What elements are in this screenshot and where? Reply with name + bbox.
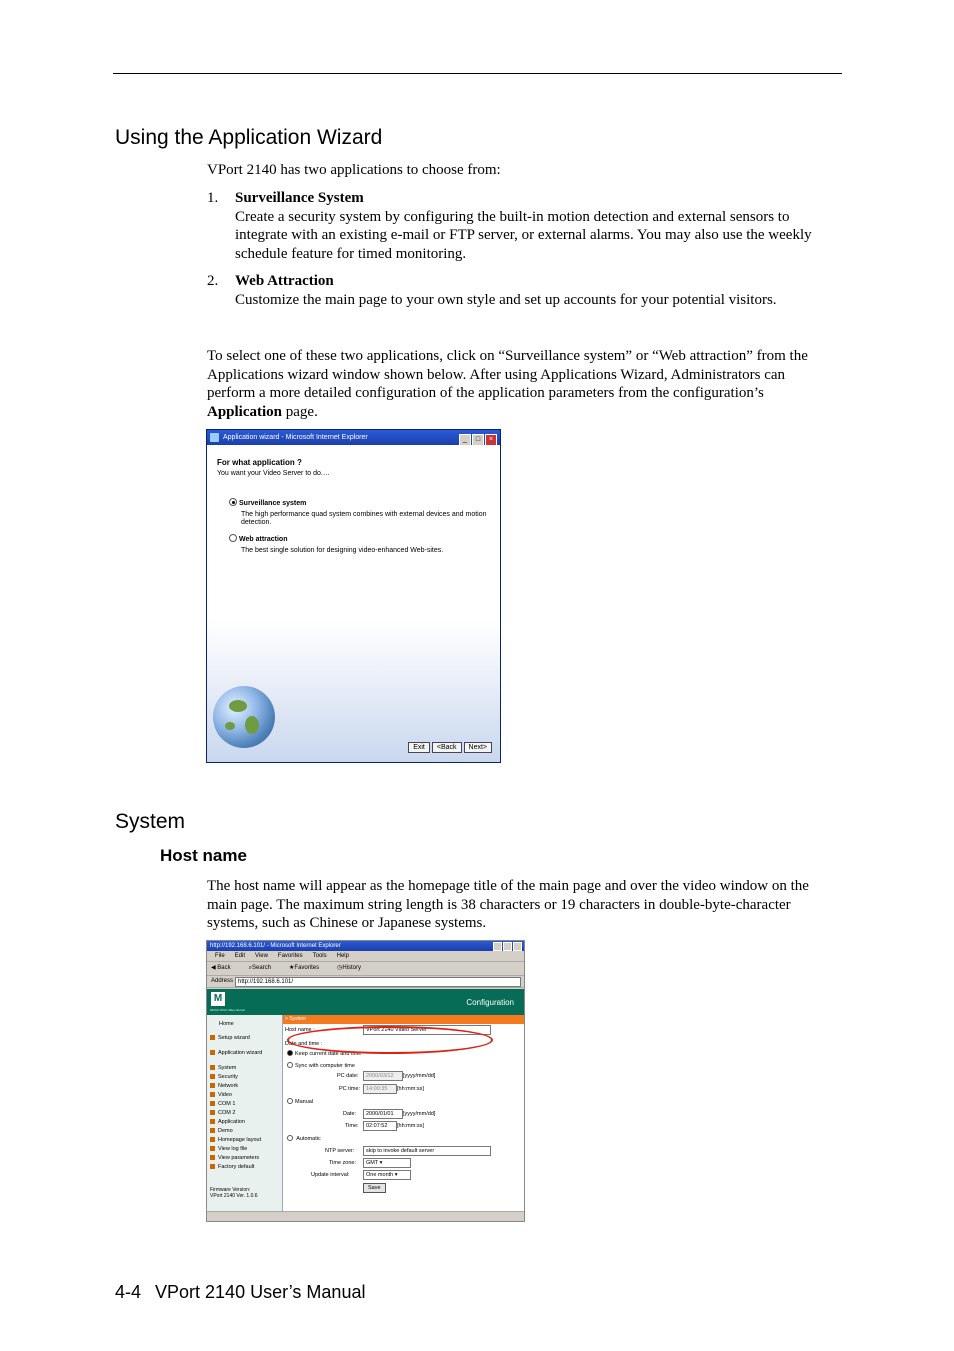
pc-date-label: PC date:: [337, 1073, 359, 1079]
sidebar-label: Network: [218, 1083, 239, 1089]
option-manual[interactable]: [287, 1098, 313, 1105]
favorites-button[interactable]: ★Favorites: [289, 965, 320, 971]
sidebar-label: COM 1: [218, 1101, 236, 1107]
wizard-buttons: [406, 742, 492, 753]
sidebar-item-view-parameters[interactable]: [210, 1155, 259, 1161]
sidebar-label: Application wizard: [218, 1050, 263, 1056]
sidebar-item-com2[interactable]: [210, 1110, 235, 1116]
wizard-titlebar: [207, 430, 500, 445]
folder-icon: [210, 1128, 215, 1133]
firmware-value: VPort 2140 Ver. 1.0.6: [210, 1193, 258, 1199]
option-label: Web attraction: [239, 536, 288, 543]
radio-icon[interactable]: [287, 1062, 293, 1068]
option-sync-time[interactable]: [287, 1062, 355, 1069]
option-web-attraction[interactable]: [229, 534, 288, 543]
folder-icon: [210, 1137, 215, 1142]
folder-icon: [210, 1035, 215, 1040]
exit-button[interactable]: Exit: [408, 742, 430, 753]
address-label: Address: [211, 978, 234, 984]
list-text: Create a security system by configuring the built-in motion detection and external sensors to integrate with an existing e-mail or FTP server, or external alarms. You may also use the weekly schedule feature for timed monitoring.: [235, 208, 812, 262]
banner-title: Configuration: [466, 998, 514, 1007]
option-automatic[interactable]: [287, 1135, 321, 1142]
sidebar-item-network[interactable]: [210, 1083, 238, 1089]
sidebar-label: Video: [218, 1092, 232, 1098]
sidebar-item-view-log-file[interactable]: [210, 1146, 247, 1152]
pc-date-input: 2000/03/12: [363, 1071, 403, 1081]
sidebar-item-factory-default[interactable]: [210, 1164, 254, 1170]
browser-titlebar: [207, 941, 524, 951]
footer-title: VPort 2140 User’s Manual: [155, 1282, 366, 1302]
sidebar-item-system[interactable]: [210, 1065, 236, 1071]
sidebar-label: Factory default: [218, 1164, 255, 1170]
list-text: Customize the main page to your own style and set up accounts for your potential visitors.: [235, 291, 777, 308]
update-interval-select[interactable]: [363, 1170, 411, 1180]
close-icon[interactable]: ×: [485, 434, 497, 446]
pc-date-format: [yyyy/mm/dd]: [403, 1073, 436, 1079]
sidebar-label: Setup wizard: [218, 1035, 250, 1041]
ntp-server-input[interactable]: skip to invoke default server: [363, 1146, 491, 1156]
sidebar-item-setup-wizard[interactable]: [210, 1035, 250, 1041]
option-label: Automatic: [296, 1136, 321, 1142]
radio-icon[interactable]: [287, 1135, 293, 1141]
option-description: The best single solution for designing video-enhanced Web-sites.: [241, 547, 444, 554]
para-text-end: page.: [282, 403, 318, 420]
section-bar: > System: [283, 1015, 525, 1024]
date-time-label: Date and time :: [285, 1041, 323, 1047]
sidebar-item-homepage-layout[interactable]: [210, 1137, 261, 1143]
host-name-label: Host name :: [285, 1027, 315, 1033]
option-label: Surveillance system: [239, 500, 307, 507]
radio-icon[interactable]: [287, 1098, 293, 1104]
host-name-paragraph: The host name will appear as the homepage title of the main page and over the video window on the main page. The maximum string length is 38 characters or 19 characters in double-byte-character systems, such as Chinese or Japanese systems.: [207, 878, 809, 931]
history-button[interactable]: ◷History: [337, 965, 362, 971]
folder-icon: [210, 1119, 215, 1124]
sidebar-label: View parameters: [218, 1155, 260, 1161]
sidebar-label: Demo: [218, 1128, 233, 1134]
list-item: [207, 189, 837, 263]
save-button[interactable]: Save: [363, 1183, 386, 1193]
folder-icon: [210, 1110, 215, 1115]
minimize-icon[interactable]: _: [459, 434, 471, 446]
sidebar-label: Application: [218, 1119, 245, 1125]
address-input[interactable]: http://192.168.6.101/: [235, 977, 521, 987]
folder-icon: [210, 1092, 215, 1097]
sidebar: [207, 1015, 283, 1211]
firmware-label: Firmware Version:: [210, 1187, 251, 1193]
logo-subtitle: MOXA VPort Video Server: [210, 1008, 246, 1012]
minimize-icon[interactable]: [493, 942, 502, 951]
maximize-icon[interactable]: □: [472, 434, 484, 446]
chevron-down-icon: ▾: [394, 1172, 398, 1178]
time-format: [hh:mm:ss]: [397, 1123, 424, 1129]
list-title: Web Attraction: [235, 273, 334, 289]
sidebar-item-video[interactable]: [210, 1092, 232, 1098]
radio-selected-icon[interactable]: [229, 498, 237, 506]
sidebar-item-home[interactable]: Home: [219, 1021, 234, 1027]
globe-icon: [213, 686, 275, 748]
menu-edit[interactable]: Edit: [234, 953, 246, 959]
sidebar-label: System: [218, 1065, 237, 1071]
wizard-question: For what application ?: [217, 458, 302, 467]
pc-time-format: [hh:mm:ss]: [397, 1086, 424, 1092]
toolbar: [207, 962, 524, 976]
page-number: 4-4: [115, 1282, 142, 1302]
moxa-logo-icon: M: [211, 992, 225, 1006]
header-rule: [113, 73, 842, 74]
folder-icon: [210, 1146, 215, 1151]
time-label: Time:: [345, 1123, 359, 1129]
folder-icon: [210, 1083, 215, 1088]
menu-view[interactable]: View: [255, 953, 268, 959]
wizard-window: [206, 429, 501, 763]
section-heading-system: System: [115, 810, 186, 833]
option-surveillance[interactable]: [229, 498, 306, 507]
search-label: Search: [252, 965, 272, 971]
folder-icon: [210, 1164, 215, 1169]
update-interval-label: Update interval:: [311, 1172, 350, 1178]
folder-icon: [210, 1101, 215, 1106]
menu-bar: [207, 951, 524, 962]
maximize-icon[interactable]: [503, 942, 512, 951]
config-page: [207, 989, 524, 1211]
date-label: Date:: [343, 1111, 357, 1117]
time-input[interactable]: 02:07:52: [363, 1121, 397, 1131]
menu-file[interactable]: File: [215, 953, 225, 959]
radio-selected-icon[interactable]: [287, 1050, 293, 1056]
sidebar-label: COM 2: [218, 1110, 236, 1116]
list-item: [207, 272, 837, 309]
option-label: Manual: [295, 1099, 314, 1105]
highlight-ellipse: [287, 1026, 493, 1054]
sidebar-label: View log file: [218, 1146, 248, 1152]
time-zone-select[interactable]: [363, 1158, 411, 1168]
host-name-input[interactable]: VPort 2140 Video Server: [363, 1025, 491, 1035]
browser-title: http://192.168.6.101/ - Microsoft Internet Explorer: [210, 943, 341, 949]
wizard-window-title: Application wizard - Microsoft Internet Explorer: [223, 434, 368, 441]
menu-tools[interactable]: Tools: [312, 953, 327, 959]
para-bold: Application: [207, 403, 283, 420]
ntp-server-label: NTP server:: [325, 1148, 355, 1154]
date-format: [yyyy/mm/dd]: [403, 1111, 436, 1117]
sidebar-label: Homepage layout: [218, 1137, 262, 1143]
favorites-label: Favorites: [294, 965, 320, 971]
next-button[interactable]: Next>: [464, 742, 492, 753]
folder-icon: [210, 1065, 215, 1070]
page-footer: [115, 1282, 365, 1303]
sidebar-item-security[interactable]: [210, 1074, 238, 1080]
para-text: To select one of these two applications, click on “Surveillance system” or “Web attraction” from the Applications wizard window shown below. After using Applications Wizard, Administrators can perform a more detailed configuration of the application parameters from the configuration’s: [207, 348, 808, 401]
chevron-down-icon: ▾: [379, 1160, 383, 1166]
history-label: History: [342, 965, 362, 971]
list-number: 1.: [207, 190, 219, 206]
sidebar-label: Security: [218, 1074, 238, 1080]
sidebar-item-application[interactable]: [210, 1119, 245, 1125]
folder-icon: [210, 1050, 215, 1055]
time-zone-label: Time zone:: [329, 1160, 357, 1166]
config-banner: [207, 989, 524, 1015]
search-button[interactable]: ⌕Search: [248, 965, 272, 971]
pc-time-label: PC time:: [339, 1086, 361, 1092]
back-label: Back: [217, 965, 231, 971]
wizard-paragraph: [207, 347, 837, 421]
wizard-intro: VPort 2140 has two applications to choose from:: [207, 162, 501, 178]
status-bar: [207, 1211, 524, 1222]
ie-icon: [210, 433, 219, 442]
wizard-subtitle: You want your Video Server to do.…: [217, 470, 330, 477]
browser-window: [206, 940, 525, 1222]
option-label: Sync with computer time: [295, 1063, 355, 1069]
address-bar: [207, 976, 524, 988]
close-icon[interactable]: [513, 942, 522, 951]
pc-time-input: 14:00:35: [363, 1084, 397, 1094]
list-number: 2.: [207, 273, 219, 289]
subheading-host-name: Host name: [160, 846, 247, 865]
update-interval-value: One month: [366, 1172, 394, 1178]
sidebar-item-application-wizard[interactable]: [210, 1050, 262, 1056]
back-button[interactable]: ◀ Back: [211, 965, 231, 971]
folder-icon: [210, 1074, 215, 1079]
sidebar-item-demo[interactable]: [210, 1128, 233, 1134]
radio-icon[interactable]: [229, 534, 237, 542]
option-description: The high performance quad system combines with external devices and motion detection.: [241, 511, 487, 526]
back-button[interactable]: <Back: [432, 742, 462, 753]
section-heading-wizard: Using the Application Wizard: [115, 126, 383, 149]
wizard-content: [207, 446, 500, 762]
menu-favorites[interactable]: Favorites: [277, 953, 303, 959]
option-label: Keep current date and time: [295, 1051, 362, 1057]
date-input[interactable]: 2000/01/01: [363, 1109, 403, 1119]
folder-icon: [210, 1155, 215, 1160]
time-zone-value: GMT: [366, 1160, 379, 1166]
sidebar-item-com1[interactable]: [210, 1101, 235, 1107]
list-title: Surveillance System: [235, 190, 364, 206]
firmware-version: [210, 1187, 258, 1199]
menu-help[interactable]: Help: [336, 953, 349, 959]
